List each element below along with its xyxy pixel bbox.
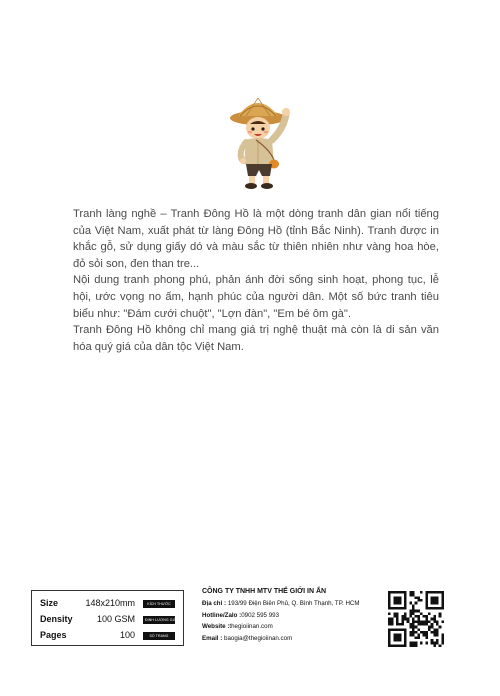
spec-label: Size bbox=[40, 598, 59, 608]
description-text bbox=[73, 206, 439, 355]
paragraph: Nội dung tranh phong phú, phản ánh đời sống sinh hoạt, phong tục, lễ hội, ước vọng no ấm, hạnh phúc của người dân. Một số bức tranh tiêu biểu như: "Đám cưới chuột", "Lợn đàn", "Em bé ôm gà". bbox=[73, 274, 439, 320]
spec-value: 100 GSM bbox=[96, 614, 135, 624]
paragraph: Tranh làng nghề – Tranh Đông Hồ là một dòng tranh dân gian nổi tiếng của Việt Nam, xuất phát từ làng Đông Hồ (tỉnh Bắc Ninh). Tranh được in khắc gỗ, sử dụng giấy dó và màu sắc từ thiên nhiên như vàng hoa hòe, đỏ sỏi son, đen than tre... bbox=[73, 208, 439, 270]
spec-tag: SỐ TRANG bbox=[143, 632, 175, 640]
spec-row-pages bbox=[40, 630, 175, 644]
company-email: Email : baogia@thegioiinan.com bbox=[202, 634, 293, 642]
spec-value: 148x210mm bbox=[85, 598, 135, 608]
farmer-child-illustration-icon bbox=[226, 94, 296, 192]
spec-box bbox=[31, 590, 184, 646]
spec-row-density bbox=[40, 614, 179, 628]
spec-label: Pages bbox=[40, 630, 67, 640]
paragraph: Tranh Đông Hồ không chỉ mang giá trị nghệ thuật mà còn là di sản văn hóa quý giá của dân tộc Việt Nam. bbox=[73, 324, 439, 353]
company-hotline: Hotline/Zalo :0902 595 993 bbox=[202, 611, 280, 619]
company-address: Địa chỉ : 193/99 Điện Biên Phủ, Q. Bình Thạnh, TP. HCM bbox=[202, 600, 360, 607]
company-website: Website :thegioiinan.com bbox=[202, 623, 273, 631]
company-name: CÔNG TY TNHH MTV THẾ GIỚI IN ẤN bbox=[202, 588, 327, 595]
spec-tag: KÍCH THƯỚC bbox=[143, 600, 175, 608]
spec-value: 100 bbox=[119, 630, 135, 640]
spec-label: Density bbox=[40, 614, 73, 624]
spec-row-size bbox=[40, 598, 175, 612]
qr-code-icon bbox=[388, 591, 444, 647]
spec-tag: ĐỊNH LƯỢNG GIẤY bbox=[145, 618, 179, 622]
company-info bbox=[202, 588, 382, 644]
